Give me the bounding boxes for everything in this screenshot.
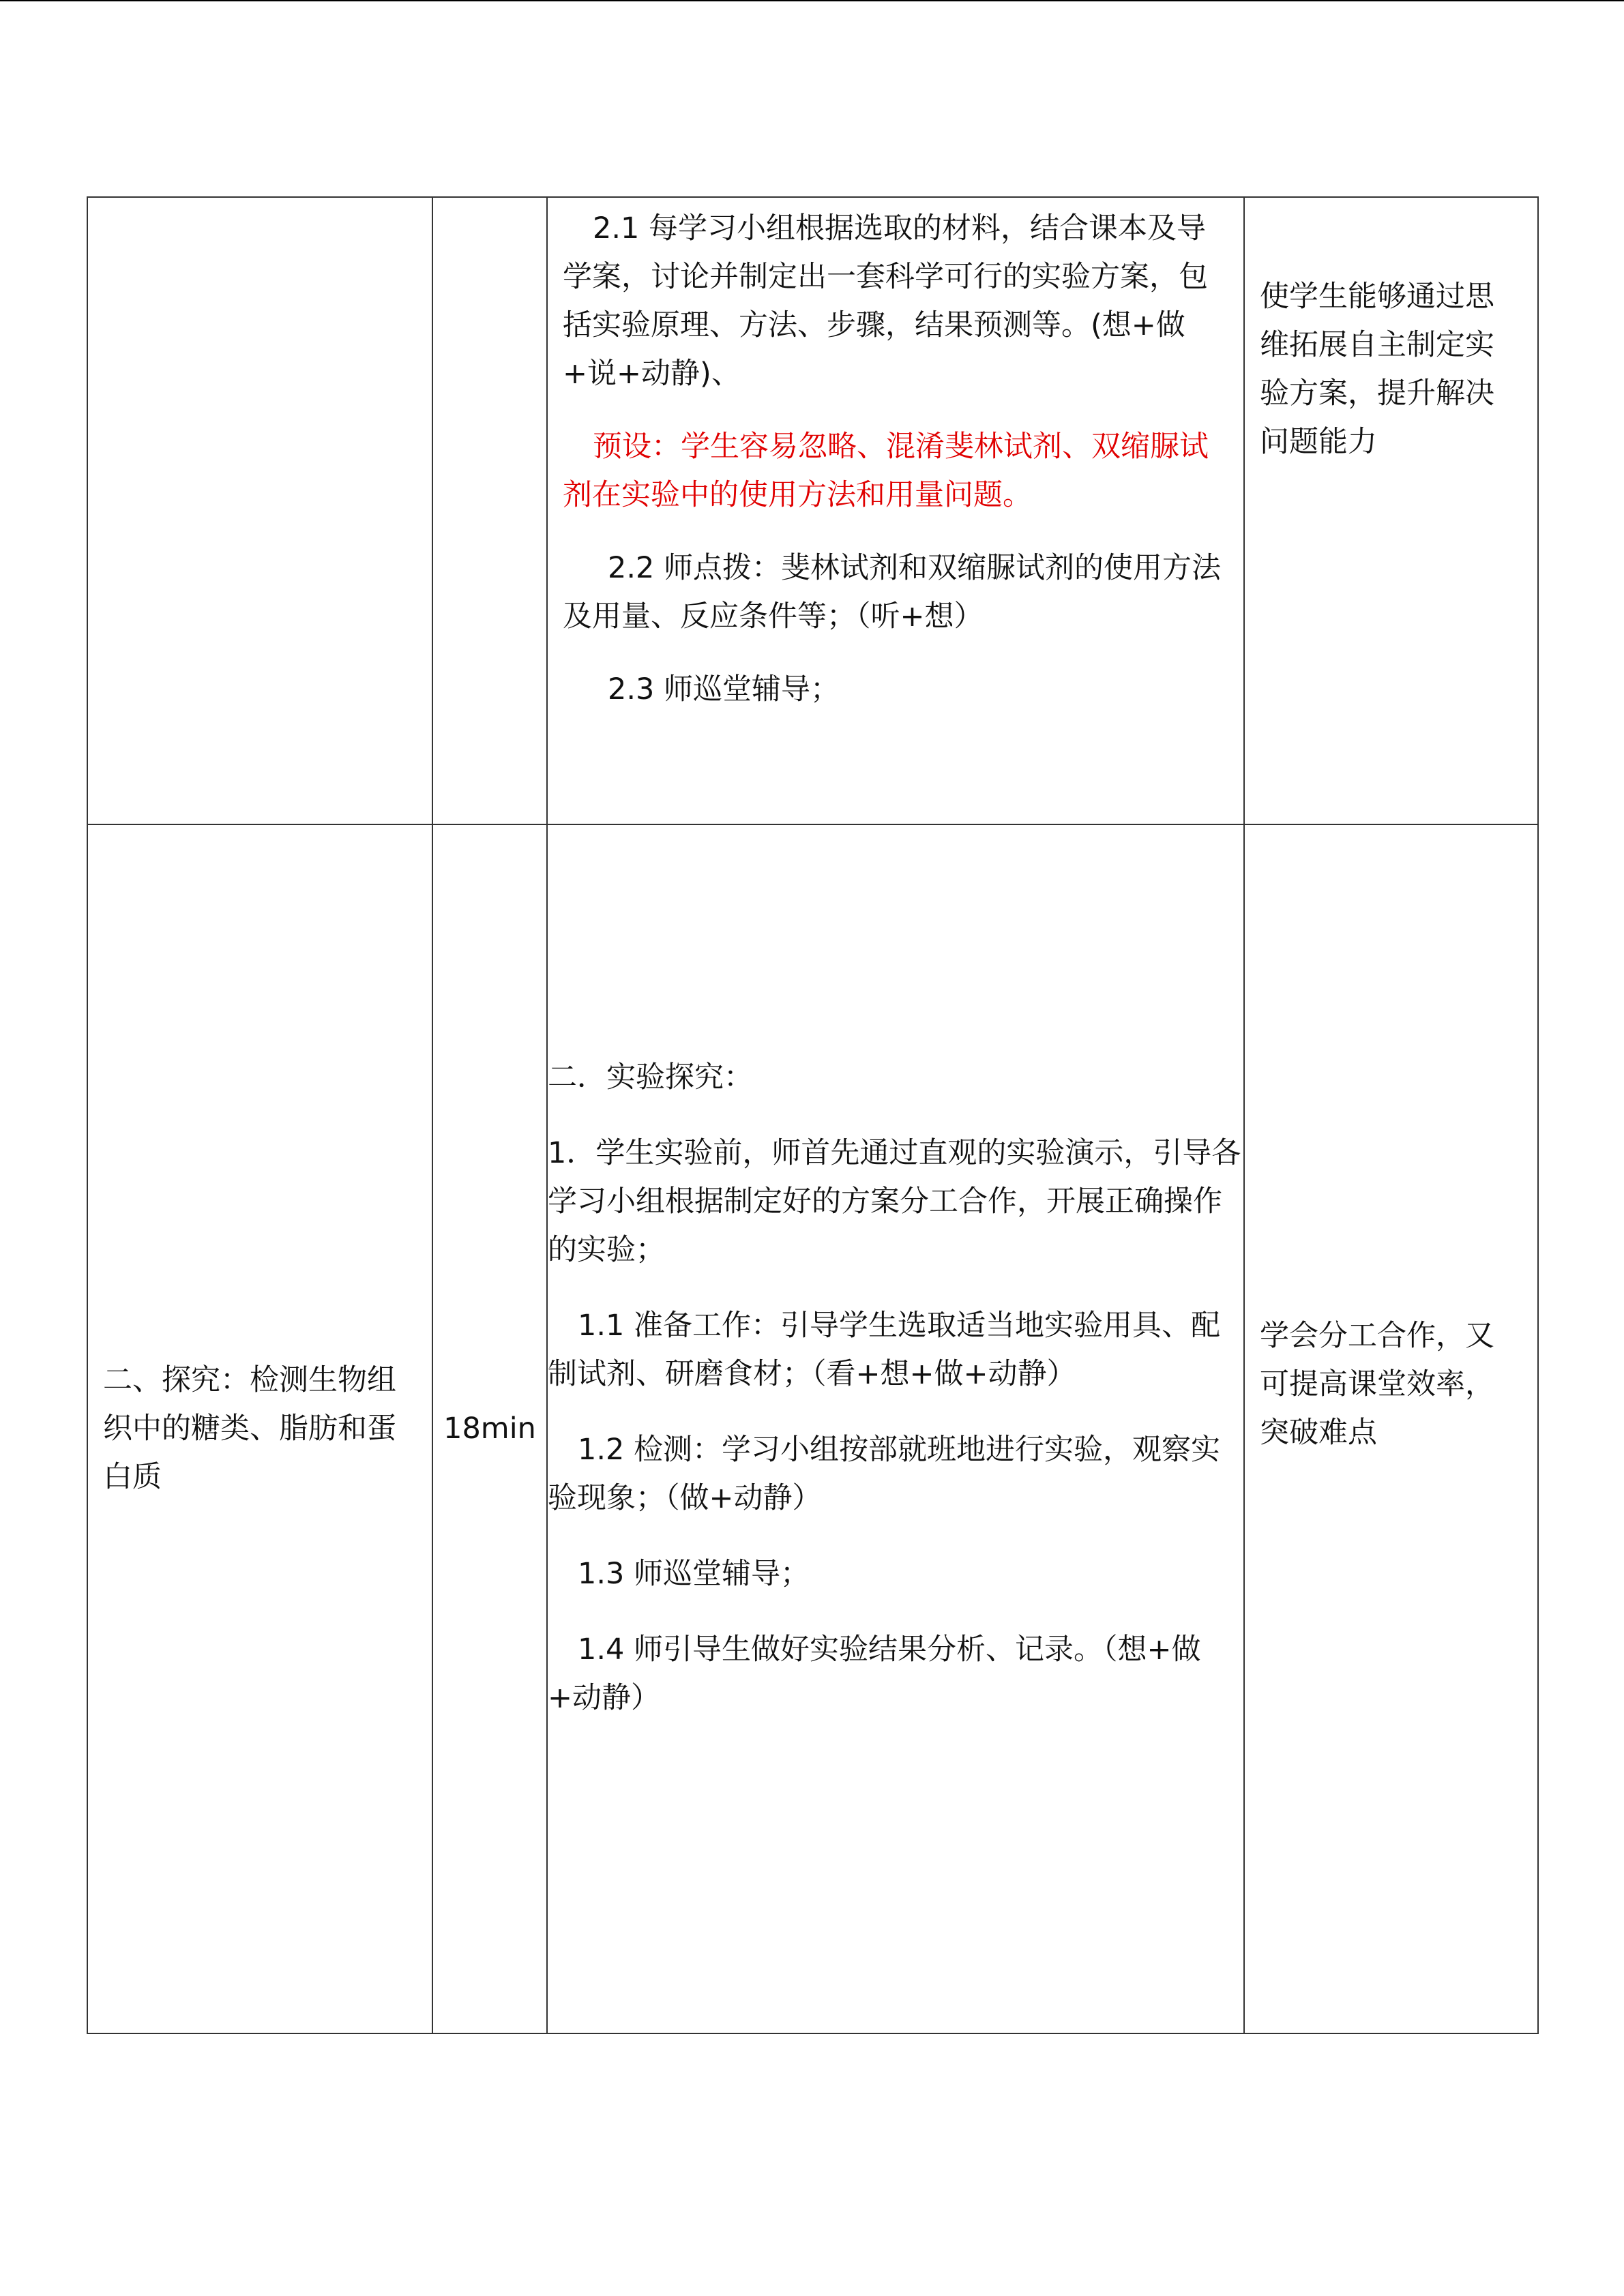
preset-note: 预设：学生容易忽略、混淆斐林试剂、双缩脲试剂在实验中的使用方法和用量问题。: [563, 430, 1209, 512]
activity-cell: [547, 197, 1244, 824]
activity-paragraph: 1.4 师引导生做好实验结果分析、记录。（想+做+动静）: [548, 1632, 1201, 1715]
purpose-cell: [1244, 824, 1538, 2033]
purpose-cell: [1244, 197, 1538, 824]
stage-text: 二、探究：检测生物组织中的糖类、脂肪和蛋白质: [103, 1363, 396, 1494]
activity-paragraph: 2.2 师点拨：斐林试剂和双缩脲试剂的使用方法及用量、反应条件等；（听+想）: [563, 551, 1222, 633]
activity-paragraph: 1．学生实验前，师首先通过直观的实验演示，引导各学习小组根据制定好的方案分工合作，开展正确操作的实验；: [548, 1136, 1241, 1267]
section-heading: 二．实验探究：: [548, 1060, 753, 1094]
purpose-text: 使学生能够通过思维拓展自主制定实验方案，提升解决问题能力: [1260, 280, 1494, 459]
activity-paragraph: 1.1 准备工作：引导学生选取适当地实验用具、配制试剂、研磨食材；（看+想+做+动静）: [548, 1309, 1221, 1391]
time-text: 18min: [443, 1412, 536, 1446]
stage-cell: [87, 824, 432, 2033]
activity-paragraph: 2.3 师巡堂辅导；: [608, 672, 840, 706]
activity-paragraph: 1.2 检测：学习小组按部就班地进行实验，观察实验现象；（做+动静）: [548, 1433, 1221, 1515]
table-row: [87, 824, 1538, 2033]
time-cell: [432, 197, 547, 824]
stage-cell: [87, 197, 432, 824]
purpose-text: 学会分工合作，又可提高课堂效率，突破难点: [1260, 1319, 1494, 1450]
activity-paragraph: 2.1 每学习小组根据选取的材料，结合课本及导学案，讨论并制定出一套科学可行的实验方案，包括实验原理、方法、步骤，结果预测等。(想+做+说+动静)、: [563, 211, 1208, 391]
table-row: [87, 197, 1538, 824]
activity-paragraph: 1.3 师巡堂辅导；: [578, 1557, 810, 1591]
time-cell: [432, 824, 547, 2033]
page-top-border: [0, 0, 1624, 1]
activity-cell: [547, 824, 1244, 2033]
lesson-plan-table: [87, 196, 1539, 2034]
